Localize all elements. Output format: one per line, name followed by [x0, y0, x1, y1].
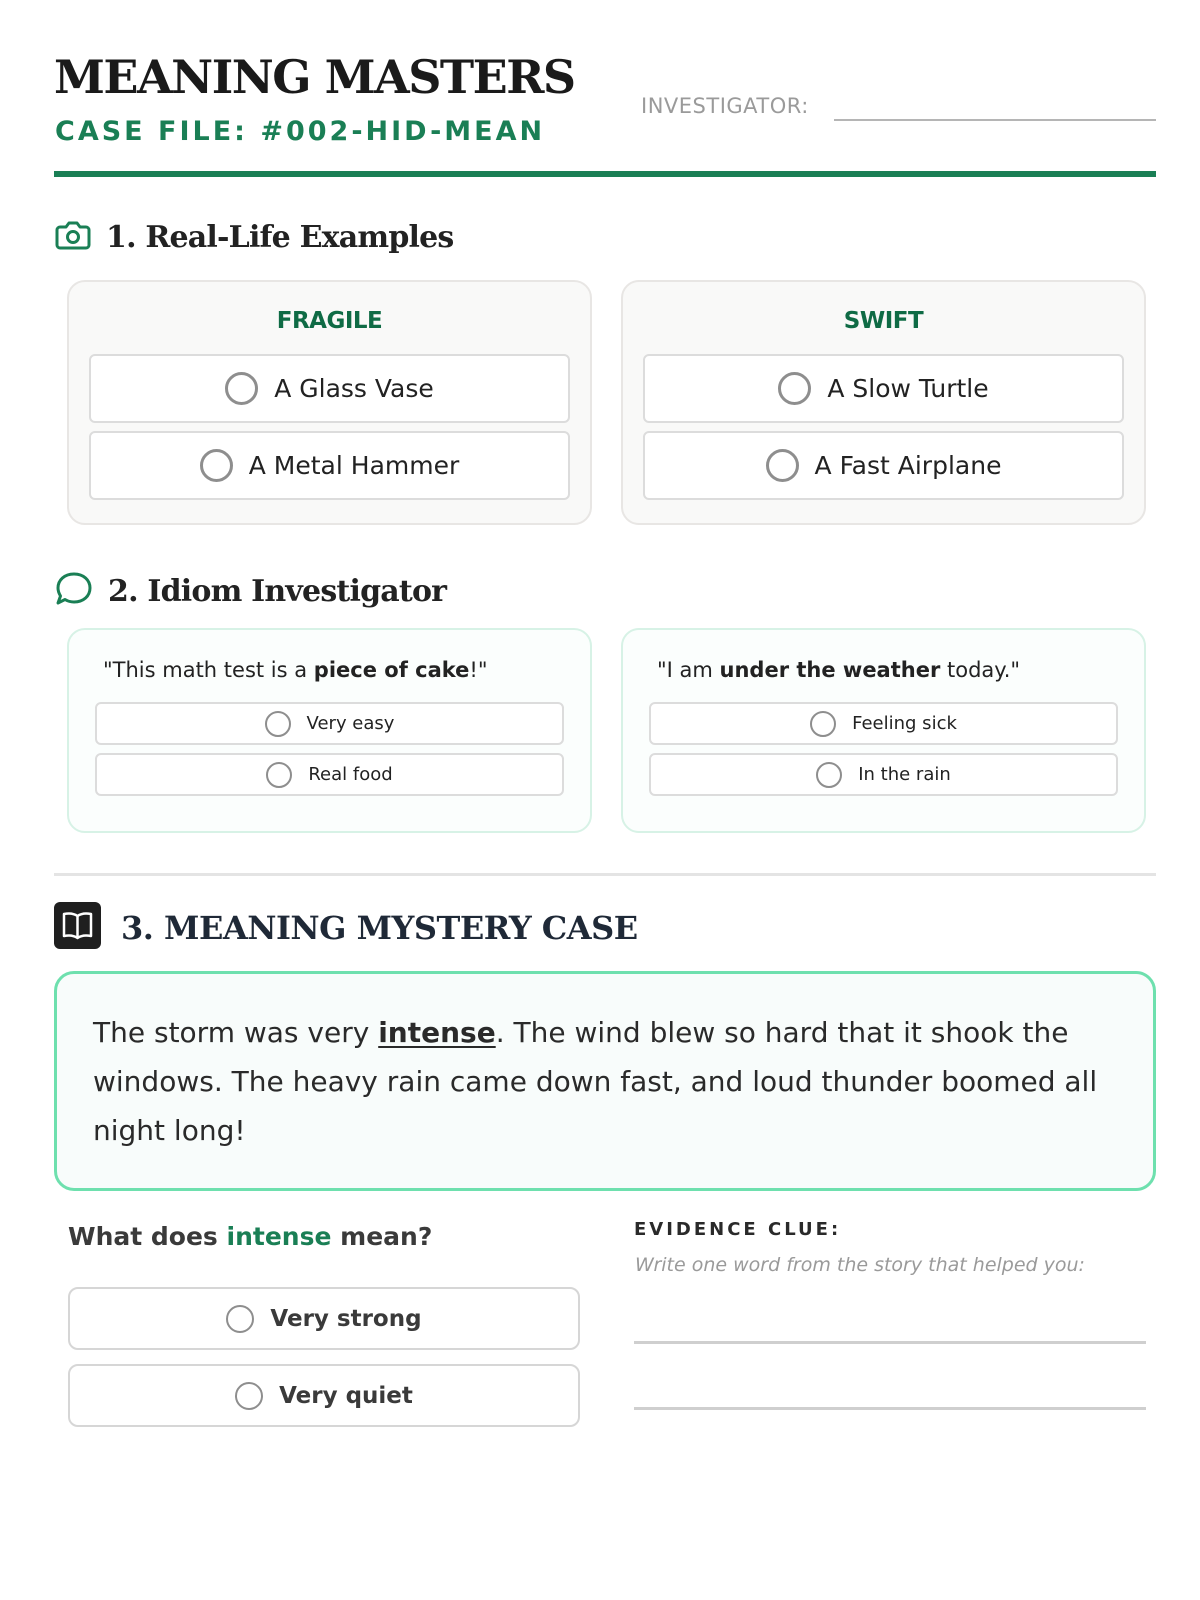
evidence-answer-line-1[interactable]	[634, 1341, 1146, 1344]
evidence-answer-line-2[interactable]	[634, 1407, 1146, 1410]
option-metal-hammer[interactable]	[89, 431, 570, 500]
story-passage: The storm was very intense. The wind blew so hard that it shook the windows. The heavy rain came down fast, and loud thunder boomed all night long!	[54, 971, 1156, 1191]
option-label: Very easy	[306, 713, 395, 734]
option-slow-turtle[interactable]	[643, 354, 1124, 423]
option-label: A Fast Airplane	[814, 451, 1002, 480]
idiom-quote: "This math test is a piece of cake!"	[103, 658, 488, 682]
idiom-quote: "I am under the weather today."	[657, 658, 1021, 682]
section-1-heading	[54, 218, 453, 256]
vocab-word: SWIFT	[843, 308, 924, 334]
radio-button[interactable]	[816, 762, 842, 788]
header-divider	[54, 171, 1156, 177]
investigator-name-field[interactable]	[834, 119, 1156, 121]
speech-bubble-icon	[54, 570, 94, 612]
idiom-card-under-the-weather	[621, 628, 1146, 833]
example-card-fragile	[67, 280, 592, 525]
section-3-title: 3. MEANING MYSTERY CASE	[121, 908, 638, 947]
radio-button[interactable]	[226, 1305, 254, 1333]
example-card-swift	[621, 280, 1146, 525]
option-glass-vase[interactable]	[89, 354, 570, 423]
radio-button[interactable]	[225, 372, 258, 405]
option-label: In the rain	[858, 764, 951, 785]
option-label: A Glass Vase	[274, 374, 434, 403]
evidence-clue-label: EVIDENCE CLUE:	[634, 1219, 842, 1240]
option-feeling-sick[interactable]	[649, 702, 1118, 745]
page-title: MEANING MASTERS	[54, 50, 575, 104]
option-label: Very strong	[270, 1305, 422, 1332]
option-in-the-rain[interactable]	[649, 753, 1118, 796]
section-3-heading	[54, 902, 638, 953]
case-file-id: CASE FILE: #002-HID-MEAN	[55, 116, 546, 147]
evidence-clue-hint: Write one word from the story that helped you:	[635, 1254, 1085, 1276]
radio-button[interactable]	[266, 762, 292, 788]
story-keyword: intense	[378, 1016, 496, 1049]
section-1-title: 1. Real-Life Examples	[106, 219, 454, 255]
section-divider	[54, 873, 1156, 876]
radio-button[interactable]	[265, 711, 291, 737]
radio-button[interactable]	[200, 449, 233, 482]
investigator-label: INVESTIGATOR:	[641, 94, 809, 118]
option-label: A Slow Turtle	[827, 374, 989, 403]
option-very-quiet[interactable]	[68, 1364, 580, 1427]
camera-icon	[54, 218, 92, 256]
option-very-strong[interactable]	[68, 1287, 580, 1350]
vocab-word: FRAGILE	[276, 308, 383, 334]
option-real-food[interactable]	[95, 753, 564, 796]
option-very-easy[interactable]	[95, 702, 564, 745]
option-fast-airplane[interactable]	[643, 431, 1124, 500]
section-2-title: 2. Idiom Investigator	[108, 573, 447, 609]
option-label: Feeling sick	[852, 713, 957, 734]
section-2-heading	[54, 570, 446, 612]
idiom-card-piece-of-cake	[67, 628, 592, 833]
radio-button[interactable]	[766, 449, 799, 482]
option-label: A Metal Hammer	[248, 451, 460, 480]
option-label: Real food	[308, 764, 393, 785]
mystery-question: What does intense mean?	[68, 1222, 433, 1251]
radio-button[interactable]	[235, 1382, 263, 1410]
option-label: Very quiet	[279, 1382, 413, 1409]
radio-button[interactable]	[778, 372, 811, 405]
radio-button[interactable]	[810, 711, 836, 737]
open-book-icon	[54, 902, 101, 953]
